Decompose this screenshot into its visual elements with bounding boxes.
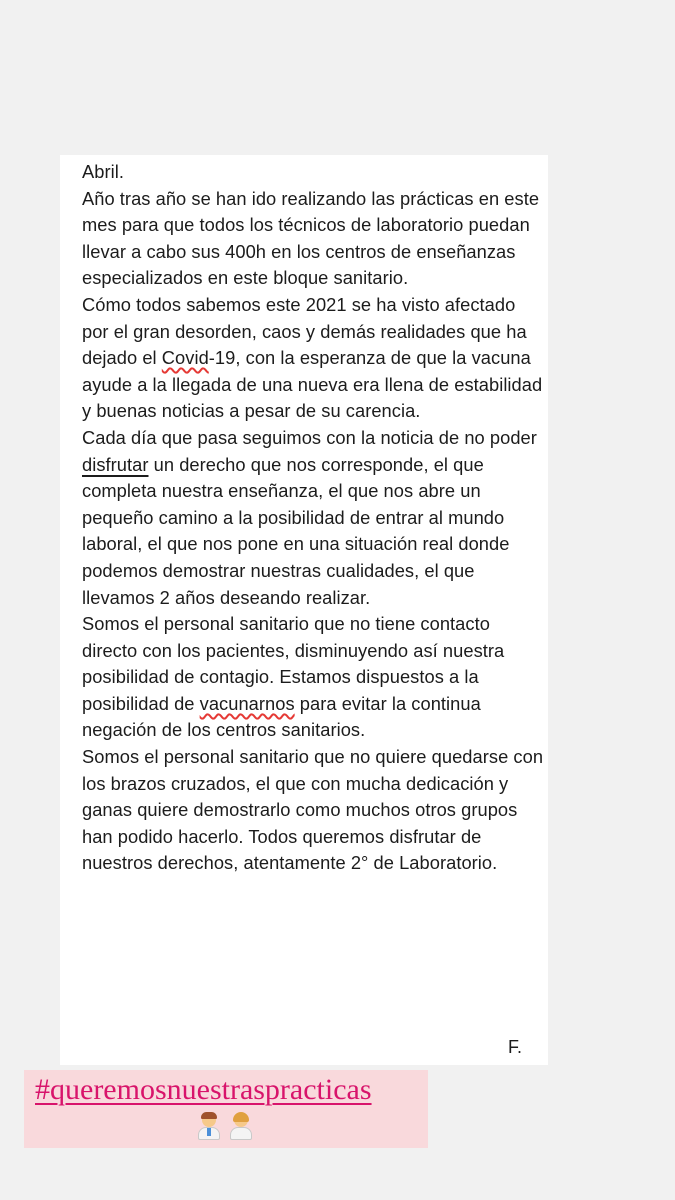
note-paragraph-3: Cómo todos sabemos este 2021 se ha visto afectado por el gran desorden, caos y demás realidades que ha dejado el Covid-19, con la esperanza de que la vacuna ayude a la llegada de una nueva era llena de estabilidad y buenas noticias a pesar de su carencia. [82,293,543,422]
note-paragraph-4: Cada día que pasa seguimos con la noticia de no poder disfrutar un derecho que nos corresponde, el que completa nuestra enseñanza, el que nos abre un pequeño camino a la posibilidad de entrar al mundo laboral, el que nos pone en una situación real donde podemos demostrar nuestras cualidades, el que llevamos 2 años deseando realizar. [82,426,537,608]
note-paragraph-2: Año tras año se han ido realizando las prácticas en este mes para que todos los técnicos de laboratorio puedan llevar a cabo sus 400h en los centros de enseñanzas especializados en este bloque sanitario. [82,187,540,289]
hashtag-sticker[interactable] [24,1070,428,1148]
hashtag-text[interactable]: #queremosnuestraspracticas [35,1073,372,1106]
male-health-worker-icon [196,1112,222,1140]
note-paragraph-1: Abril. [82,161,124,182]
emoji-row [196,1112,254,1140]
spellcheck-word-vacunarnos[interactable]: vacunarnos [199,692,295,714]
spellcheck-word-covid[interactable]: Covid [161,347,209,369]
note-body [82,159,544,877]
link-word-disfrutar[interactable]: disfrutar [82,453,149,475]
female-health-worker-icon [228,1112,254,1140]
signature: F. [507,1037,522,1057]
note-paragraph-5: Somos el personal sanitario que no tiene contacto directo con los pacientes, disminuyendo así nuestra posibilidad de contagio. Estamos dispuestos a la posibilidad de vacunarnos para evitar la continua negación de los centros sanitarios. [82,613,505,741]
note-card [60,155,548,1065]
note-paragraph-6: Somos el personal sanitario que no quiere quedarse con los brazos cruzados, el que con mucha dedicación y ganas quiere demostrarlo como muchos otros grupos han podido hacerlo. Todos queremos disfrutar de nuestros derechos, atentamente 2° de Laboratorio. [82,746,544,874]
